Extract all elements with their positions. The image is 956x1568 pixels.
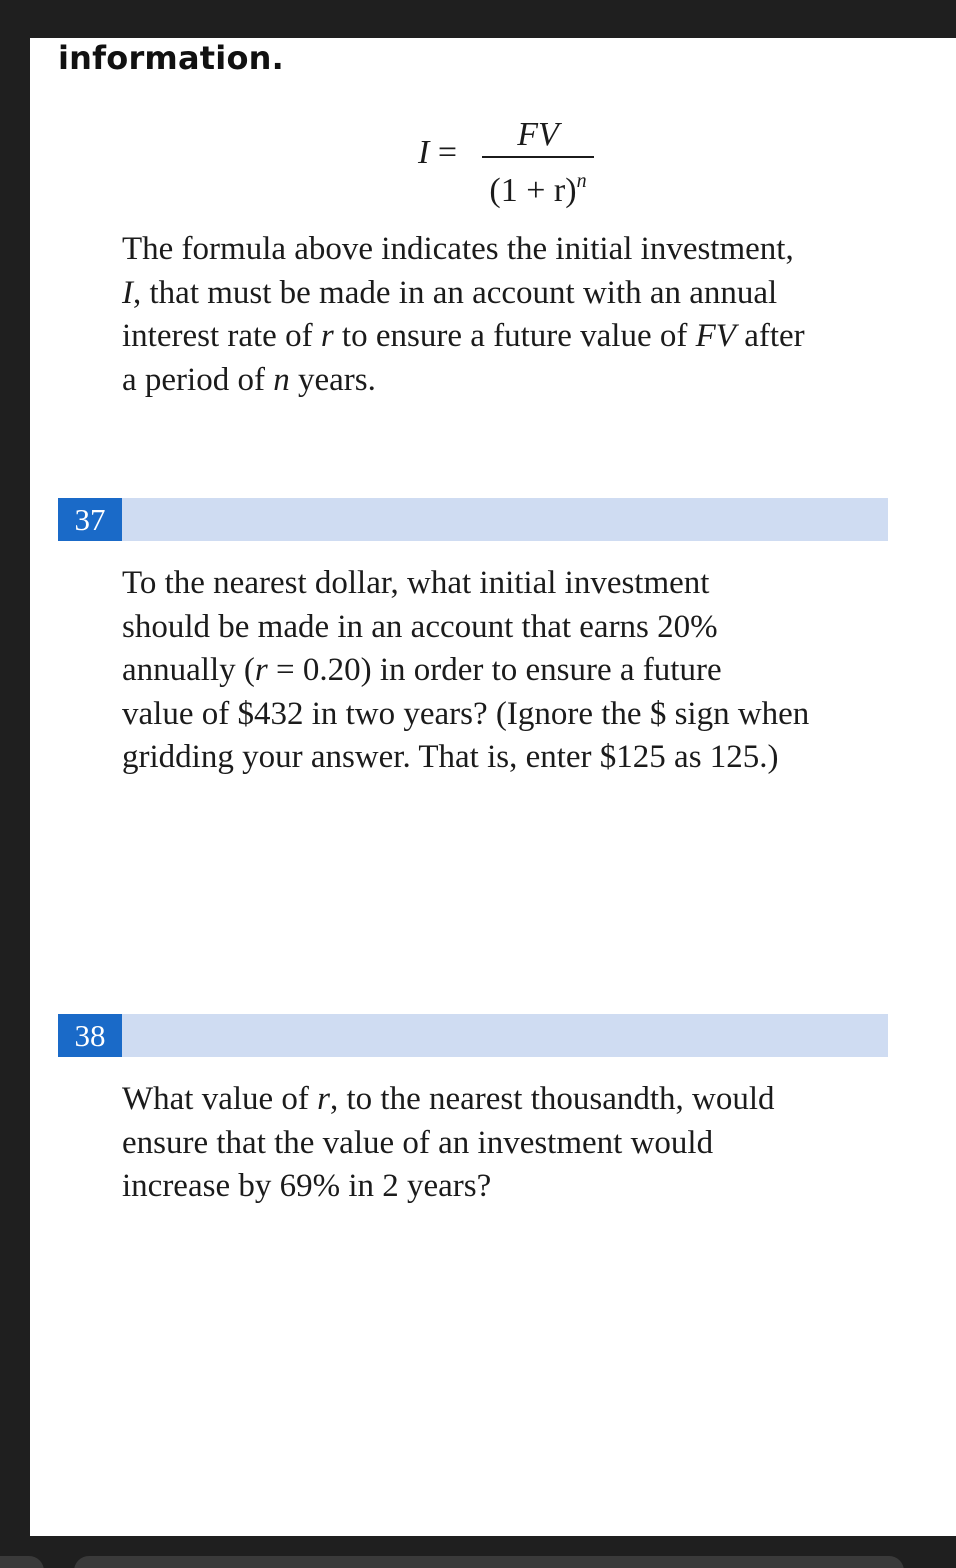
question-text: , to the nearest thousandth, would bbox=[330, 1081, 775, 1117]
formula-denominator bbox=[482, 162, 594, 210]
question-line bbox=[122, 649, 902, 693]
question-37-bar bbox=[58, 498, 888, 541]
question-line: ensure that the value of an investment would bbox=[122, 1124, 714, 1161]
question-text: What value of bbox=[122, 1081, 318, 1117]
formula-numerator: FV bbox=[517, 116, 559, 153]
formula-exponent: n bbox=[576, 170, 587, 192]
section-header: information. bbox=[58, 39, 284, 77]
var-r: r bbox=[320, 318, 334, 354]
question-38-text bbox=[122, 1078, 902, 1209]
intro-line bbox=[122, 272, 902, 316]
var-r: r bbox=[317, 1081, 331, 1117]
intro-paragraph bbox=[122, 228, 902, 402]
intro-text: years. bbox=[289, 361, 376, 398]
question-line: should be made in an account that earns 20% bbox=[122, 608, 718, 645]
question-line: To the nearest dollar, what initial investment bbox=[122, 565, 710, 601]
var-r: r bbox=[254, 652, 268, 688]
var-fv: FV bbox=[695, 318, 736, 354]
document-page bbox=[30, 38, 956, 1536]
investment-formula bbox=[418, 116, 628, 209]
formula-fraction bbox=[482, 116, 594, 210]
formula-denominator-base: (1 + r) bbox=[489, 172, 577, 209]
question-line: increase by 69% in 2 years? bbox=[122, 1168, 492, 1204]
var-n: n bbox=[273, 361, 290, 398]
question-number-38: 38 bbox=[58, 1014, 122, 1057]
formula-var-i: I bbox=[418, 134, 430, 171]
formula-equals: = bbox=[437, 134, 458, 171]
question-37-text bbox=[122, 562, 902, 780]
intro-text: to ensure a future value of bbox=[333, 318, 696, 354]
question-line: value of $432 in two years? (Ignore the $ sign when bbox=[122, 695, 810, 732]
fraction-bar bbox=[482, 156, 594, 158]
var-i: I bbox=[122, 274, 133, 311]
toolbar-button-left[interactable] bbox=[0, 1556, 44, 1568]
intro-text: interest rate of bbox=[122, 318, 321, 354]
intro-line: The formula above indicates the initial investment, bbox=[122, 231, 794, 267]
toolbar-pill[interactable] bbox=[74, 1556, 904, 1568]
question-line: gridding your answer. That is, enter $125 as 125.) bbox=[122, 739, 779, 775]
question-text: annually ( bbox=[122, 652, 255, 688]
formula-lhs bbox=[418, 134, 457, 172]
intro-text: after bbox=[735, 318, 805, 354]
question-text: = 0.20) in order to ensure a future bbox=[267, 652, 722, 688]
intro-text: , that must be made in an account with an annual bbox=[133, 274, 778, 311]
intro-line bbox=[122, 315, 902, 359]
intro-line bbox=[122, 359, 902, 403]
question-number-37: 37 bbox=[58, 498, 122, 541]
intro-text: a period of bbox=[122, 361, 274, 398]
question-38-bar bbox=[58, 1014, 888, 1057]
question-line bbox=[122, 1078, 902, 1122]
